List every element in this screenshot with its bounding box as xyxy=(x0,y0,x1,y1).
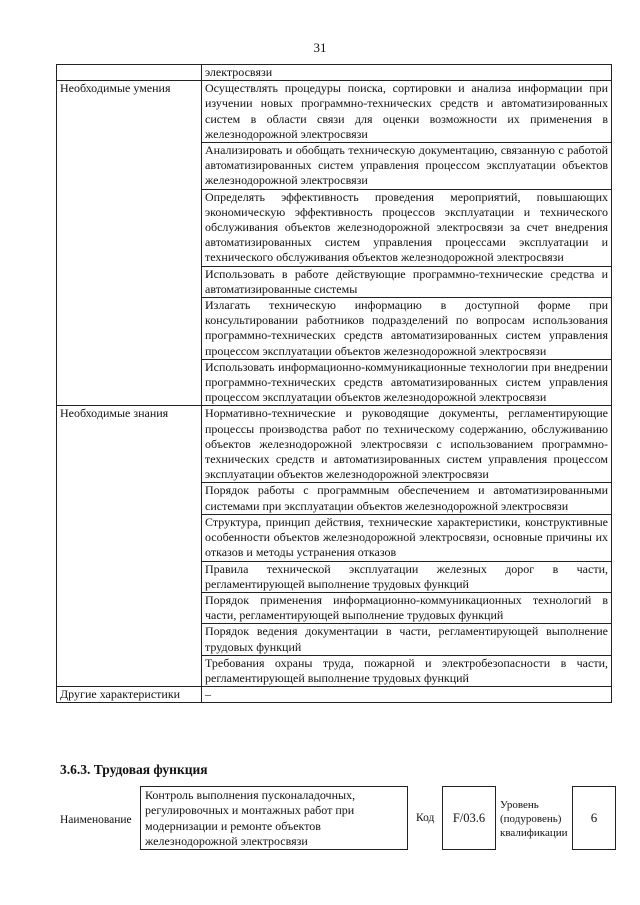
row-item: Правила технической эксплуатации железных дорог в части, регламентирующей выполнение трудовых функций xyxy=(202,561,612,592)
row-item: электросвязи xyxy=(202,65,612,81)
row-item: – xyxy=(202,687,612,703)
table-row xyxy=(57,406,612,483)
row-item: Структура, принцип действия, технические характеристики, конструктивные особенности объектов железнодорожной электросвязи, основные причины их отказов и методы устранения отказов xyxy=(202,514,612,561)
table-row xyxy=(57,81,612,143)
row-label: Необходимые умения xyxy=(57,81,202,406)
row-item: Использовать в работе действующие программно-технические средства и автоматизированные системы xyxy=(202,266,612,297)
row-item: Порядок применения информационно-коммуникационных технологий в части, регламентирующей выполнение трудовых функций xyxy=(202,592,612,623)
row-item: Требования охраны труда, пожарной и электробезопасности в части, регламентирующей выполнение трудовых функций xyxy=(202,655,612,686)
function-name-value: Контроль выполнения пусконаладочных, регулировочных и монтажных работ при модернизации и ремонте объектов железнодорожной электросвязи xyxy=(145,788,356,849)
row-label: Другие характеристики xyxy=(57,687,202,703)
row-item: Излагать техническую информацию в доступной форме при консультировании работников подразделений по вопросам использования программно-технических средств автоматизированных систем управления процессом эксплуатации объектов железнодорожной электросвязи xyxy=(202,298,612,360)
row-item: Порядок ведения документации в части, регламентирующей выполнение трудовых функций xyxy=(202,624,612,655)
level-value: 6 xyxy=(590,810,598,825)
row-label: Необходимые знания xyxy=(57,406,202,687)
requirements-table xyxy=(56,64,612,703)
row-item: Использовать информационно-коммуникационные технологии при внедрении программно-технических средств автоматизированных систем управления процессом эксплуатации объектов железнодорожной электросвязи xyxy=(202,359,612,406)
function-name-box xyxy=(140,786,408,850)
row-item: Анализировать и обобщать техническую документацию, связанную с работой автоматизированных систем управления процессом эксплуатации объектов железнодорожной электросвязи xyxy=(202,143,612,190)
row-item: Осуществлять процедуры поиска, сортировки и анализа информации при изучении новых программно-технических средств и автоматизированных систем в области связи для оценки возможности их применения в железнодорожной электросвязи xyxy=(202,81,612,143)
code-value: F/03.6 xyxy=(452,810,486,825)
level-label xyxy=(500,798,567,840)
level-label-line-3: квалификации xyxy=(500,827,568,839)
table-row xyxy=(57,65,612,81)
section-heading: 3.6.3. Трудовая функция xyxy=(60,762,208,777)
row-label xyxy=(57,65,202,81)
row-item: Порядок работы с программным обеспечением и автоматизированными системами при эксплуатации объектов железнодорожной электросвязи xyxy=(202,483,612,514)
code-box xyxy=(442,786,496,850)
page-number: 31 xyxy=(313,40,327,55)
row-item: Определять эффективность проведения мероприятий, повышающих экономическую эффективность процессов эксплуатации и технического обслуживания объектов железнодорожной электросвязи за счет внедрения автоматизированных систем управления процессами эксплуатации и технического обслуживания объектов железнодорожной электросвязи xyxy=(202,189,612,266)
level-label-line-2: (подуровень) xyxy=(500,813,562,825)
name-label: Наименование xyxy=(60,814,132,826)
code-label: Код xyxy=(416,812,435,824)
level-label-line-1: Уровень xyxy=(500,799,539,811)
row-item: Нормативно-технические и руководящие документы, регламентирующие процессы производства работ по техническому содержанию, обслуживанию объектов железнодорожной электросвязи с использованием программно-технических средств и автоматизированных систем управления процессом эксплуатации объектов железнодорожной электросвязи xyxy=(202,406,612,483)
level-box xyxy=(572,786,616,850)
table-row xyxy=(57,687,612,703)
